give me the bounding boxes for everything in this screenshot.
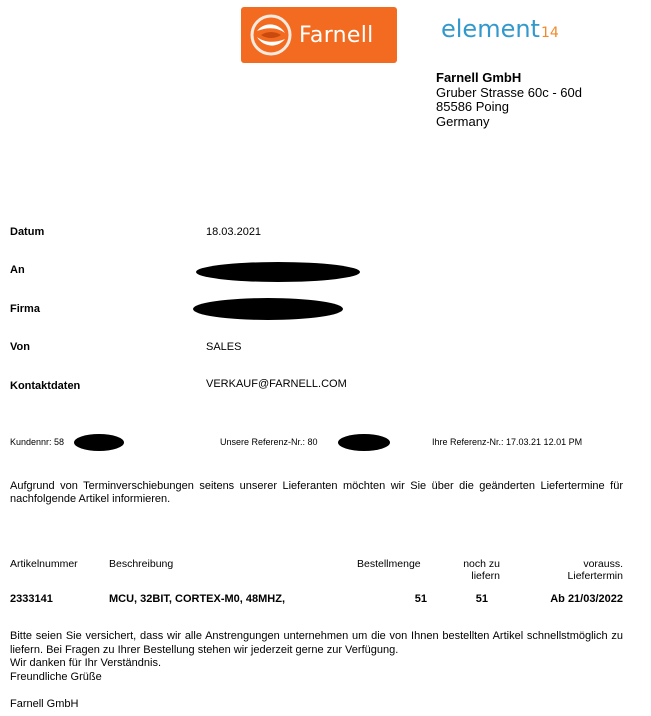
- element14-logo: [441, 15, 559, 49]
- von-label: Von: [10, 341, 30, 353]
- closing-paragraph: Bitte seien Sie versichert, dass wir alle Anstrengungen unternehmen um die von Ihnen bestellten Artikel schnellstmöglich zu liefern. Bei Fragen zu Ihrer Bestellung stehen wir jederzeit gerne zur Verfügung.: [10, 630, 623, 656]
- row-noch-zu-liefern: 51: [475, 593, 488, 605]
- kundennr: Kundennr: 58: [10, 437, 65, 447]
- kontakt-value: VERKAUF@FARNELL.COM: [206, 378, 347, 390]
- datum-label: Datum: [10, 226, 45, 238]
- address-street: Gruber Strasse 60c - 60d: [436, 84, 582, 100]
- von-value: SALES: [206, 341, 242, 353]
- th-beschreibung: Beschreibung: [109, 558, 174, 570]
- th-noch-line1: noch zu: [463, 558, 500, 570]
- redacted-firma: [193, 298, 343, 320]
- thanks-line: Wir danken für Ihr Verständnis.: [10, 657, 162, 669]
- signature-line: Farnell GmbH: [10, 698, 79, 710]
- row-liefertermin: Ab 21/03/2022: [550, 593, 623, 605]
- kontakt-label: Kontaktdaten: [10, 380, 81, 392]
- greeting-line: Freundliche Grüße: [10, 671, 102, 683]
- redacted-unsere-referenz: [338, 434, 390, 451]
- address-city: 85586 Poing: [436, 99, 510, 114]
- farnell-logo-text: Farnell: [299, 22, 374, 48]
- th-noch-line2: liefern: [471, 570, 500, 582]
- datum-value: 18.03.2021: [206, 226, 262, 238]
- address-company: Farnell GmbH: [436, 70, 522, 85]
- firma-label: Firma: [10, 303, 40, 315]
- ihre-referenz: Ihre Referenz-Nr.: 17.03.21 12.01 PM: [432, 437, 583, 447]
- th-noch-zu-liefern: [440, 558, 500, 582]
- farnell-swirl-icon: [249, 13, 293, 57]
- redacted-an: [196, 262, 360, 282]
- element14-logo-suffix: 14: [540, 25, 559, 41]
- row-bestellmenge: 51: [414, 593, 427, 605]
- th-liefertermin: [523, 558, 623, 582]
- sender-address: [436, 71, 582, 129]
- address-country: Germany: [436, 113, 490, 129]
- row-beschreibung: MCU, 32BIT, CORTEX-M0, 48MHZ,: [109, 593, 286, 605]
- farnell-logo: [241, 7, 397, 63]
- element14-logo-text: element: [441, 15, 540, 43]
- an-label: An: [10, 264, 25, 276]
- unsere-referenz: Unsere Referenz-Nr.: 80: [220, 437, 318, 447]
- th-termin-line1: vorauss.: [583, 558, 623, 570]
- th-artikelnummer: Artikelnummer: [10, 558, 78, 570]
- intro-paragraph: Aufgrund von Terminverschiebungen seitens unserer Lieferanten möchten wir Sie über die geänderten Liefertermine für nachfolgende Artikel informieren.: [10, 480, 623, 505]
- th-termin-line2: Liefertermin: [567, 570, 623, 582]
- row-artikelnummer: 2333141: [10, 593, 53, 605]
- th-bestellmenge: Bestellmenge: [357, 558, 421, 570]
- redacted-kundennr: [74, 434, 124, 451]
